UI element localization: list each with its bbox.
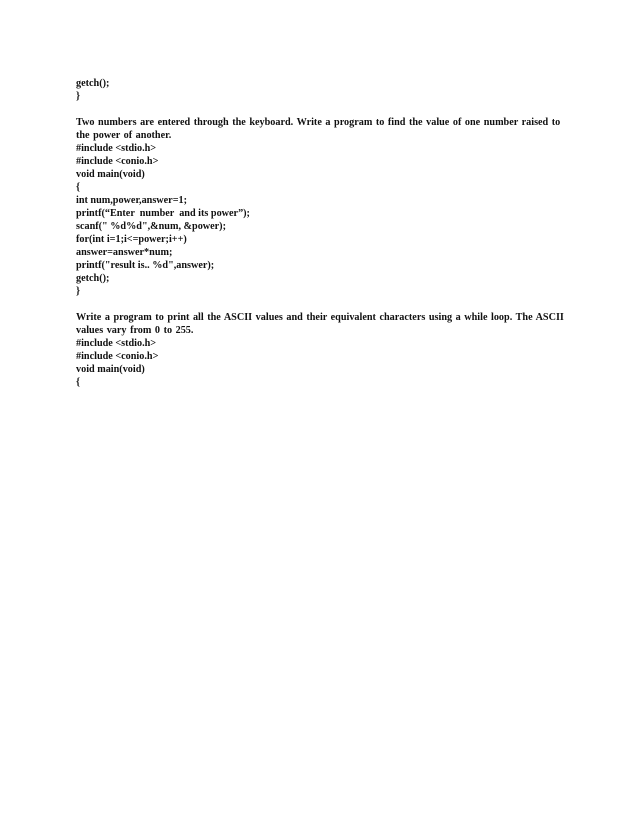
spacer xyxy=(76,298,566,311)
code-line: void main(void) xyxy=(76,169,145,180)
code-line: getch(); xyxy=(76,78,110,89)
code-line: for(int i=1;i<=power;i++) xyxy=(76,234,187,245)
code-line: { xyxy=(76,377,81,388)
code-line: printf(“Enter number and its power”); xyxy=(76,208,250,219)
code-line: } xyxy=(76,91,81,102)
code-line: void main(void) xyxy=(76,364,145,375)
problem-statement: Two numbers are entered through the keyboard. Write a program to find the value of one number raised to the power of another. xyxy=(76,117,561,141)
code-line: #include <conio.h> xyxy=(76,156,159,167)
problem-statement: Write a program to print all the ASCII values and their equivalent characters using a while loop. The ASCII values vary from 0 to 255. xyxy=(76,312,564,336)
code-line: { xyxy=(76,182,81,193)
page-content xyxy=(76,77,566,389)
code-line: #include <stdio.h> xyxy=(76,338,157,349)
code-line: #include <conio.h> xyxy=(76,351,159,362)
code-line: getch(); xyxy=(76,273,110,284)
code-line: #include <stdio.h> xyxy=(76,143,157,154)
code-line: answer=answer*num; xyxy=(76,247,173,258)
spacer xyxy=(76,103,566,116)
code-line: scanf(" %d%d",&num, &power); xyxy=(76,221,226,232)
code-line: } xyxy=(76,286,81,297)
code-line: int num,power,answer=1; xyxy=(76,195,187,206)
code-line: printf("result is.. %d",answer); xyxy=(76,260,215,271)
